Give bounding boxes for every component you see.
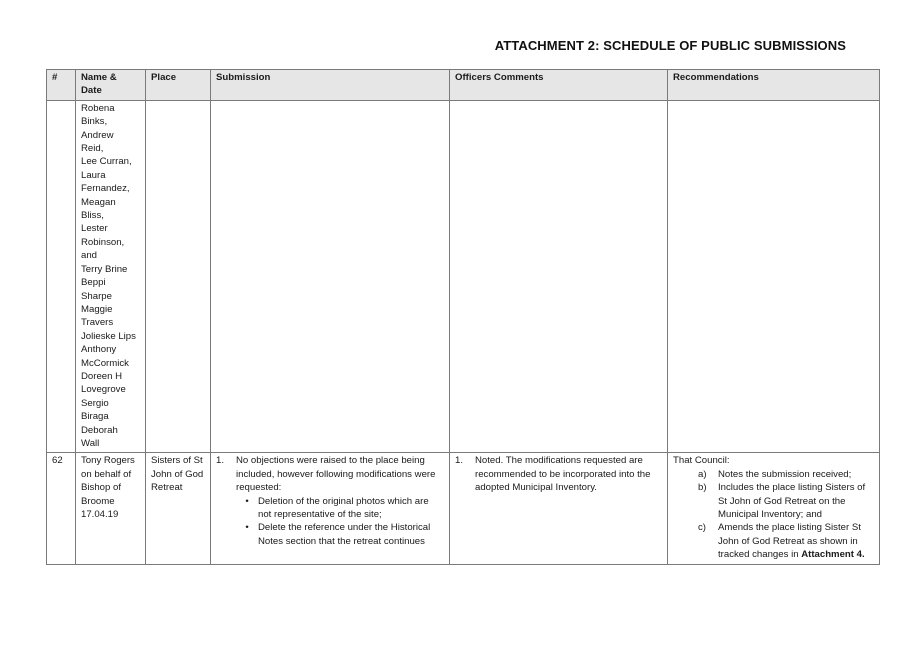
- attachment-reference: Attachment 4.: [801, 549, 865, 561]
- name-line: Beppi: [81, 277, 106, 289]
- name-line: Meagan: [81, 196, 116, 208]
- submission-item-text: No objections were raised to the place being included, however following modifications were requested:: [236, 455, 436, 494]
- cell-submission: [211, 453, 450, 564]
- column-header-submission: Submission: [211, 70, 450, 101]
- bullet-text: Deletion of the original photos which are not representative of the site;: [258, 495, 429, 520]
- bullet-icon: •: [245, 495, 249, 507]
- name-line: Jolieske Lips: [81, 330, 136, 342]
- name-line: Maggie: [81, 303, 113, 315]
- cell-place: Sisters of St John of God Retreat: [146, 453, 211, 564]
- name-line: Andrew: [81, 129, 114, 141]
- list-item: [698, 481, 874, 521]
- cell-recommendations: [668, 100, 880, 453]
- name-line: Travers: [81, 317, 114, 329]
- table-row: [47, 453, 880, 564]
- cell-names: [76, 100, 146, 453]
- list-item: [698, 468, 874, 481]
- comment-item: [455, 454, 662, 494]
- name-line: Reid,: [81, 143, 104, 155]
- column-header-place: Place: [146, 70, 211, 101]
- name-line: Robinson,: [81, 236, 125, 248]
- cell-number: 62: [47, 453, 76, 564]
- recommendation-text: Notes the submission received;: [718, 468, 852, 480]
- bullet-icon: •: [245, 522, 249, 534]
- name-line: Deborah: [81, 424, 118, 436]
- recommendations-list: [698, 468, 874, 562]
- name-line: Lester: [81, 223, 108, 235]
- comment-item-text: Noted. The modifications requested are recommended to be incorporated into the adopted Municipal Inventory.: [475, 455, 651, 494]
- recommendations-intro: That Council:: [673, 455, 730, 467]
- name-line: Robena: [81, 102, 115, 114]
- cell-recommendations: [668, 453, 880, 564]
- recommendation-text-wrap: [718, 521, 874, 561]
- list-item: [236, 521, 444, 548]
- name-line: Wall: [81, 437, 100, 449]
- list-item: [236, 495, 444, 522]
- name-line: Bliss,: [81, 210, 104, 222]
- submission-bullet-list: [236, 495, 444, 549]
- comment-item-number: 1.: [455, 455, 464, 467]
- name-line: Anthony: [81, 344, 117, 356]
- recommendation-label: b): [698, 482, 707, 494]
- name-line: Doreen H: [81, 370, 123, 382]
- cell-submission: [211, 100, 450, 453]
- name-line: Laura: [81, 169, 106, 181]
- cell-officers-comments: [450, 453, 668, 564]
- submissions-table: [46, 69, 880, 565]
- cell-name-date: Tony Rogers on behalf of Bishop of Broome 17.04.19: [76, 453, 146, 564]
- name-line: Binks,: [81, 116, 108, 128]
- cell-officers-comments: [450, 100, 668, 453]
- table-header-row: [47, 70, 880, 101]
- name-line: Lovegrove: [81, 384, 126, 396]
- name-line: Biraga: [81, 411, 109, 423]
- cell-number: [47, 100, 76, 453]
- recommendation-label: a): [698, 468, 707, 480]
- list-item: [698, 521, 874, 561]
- name-line: Sharpe: [81, 290, 112, 302]
- recommendation-label: c): [698, 522, 706, 534]
- recommendation-text: Amends the place listing Sister St John of God Retreat as shown in tracked changes in: [718, 522, 861, 561]
- recommendation-text: Includes the place listing Sisters of St John of God Retreat on the Municipal Inventory; and: [718, 482, 866, 520]
- column-header-officers-comments: Officers Comments: [450, 70, 668, 101]
- submission-item: [216, 454, 444, 494]
- document-title: ATTACHMENT 2: SCHEDULE OF PUBLIC SUBMISSIONS: [494, 38, 846, 53]
- column-header-recommendations: Recommendations: [668, 70, 880, 101]
- name-line: and: [81, 250, 98, 262]
- name-line: Sergio: [81, 397, 109, 409]
- cell-place: [146, 100, 211, 453]
- name-line: Lee Curran,: [81, 156, 132, 168]
- name-line: Fernandez,: [81, 183, 130, 195]
- bullet-text: Delete the reference under the Historical Notes section that the retreat continues: [258, 522, 431, 547]
- column-header-name-date: Name & Date: [76, 70, 146, 101]
- table-row: [47, 100, 880, 453]
- column-header-number: #: [47, 70, 76, 101]
- submission-item-number: 1.: [216, 455, 225, 467]
- name-line: Terry Brine: [81, 263, 128, 275]
- name-line: McCormick: [81, 357, 129, 369]
